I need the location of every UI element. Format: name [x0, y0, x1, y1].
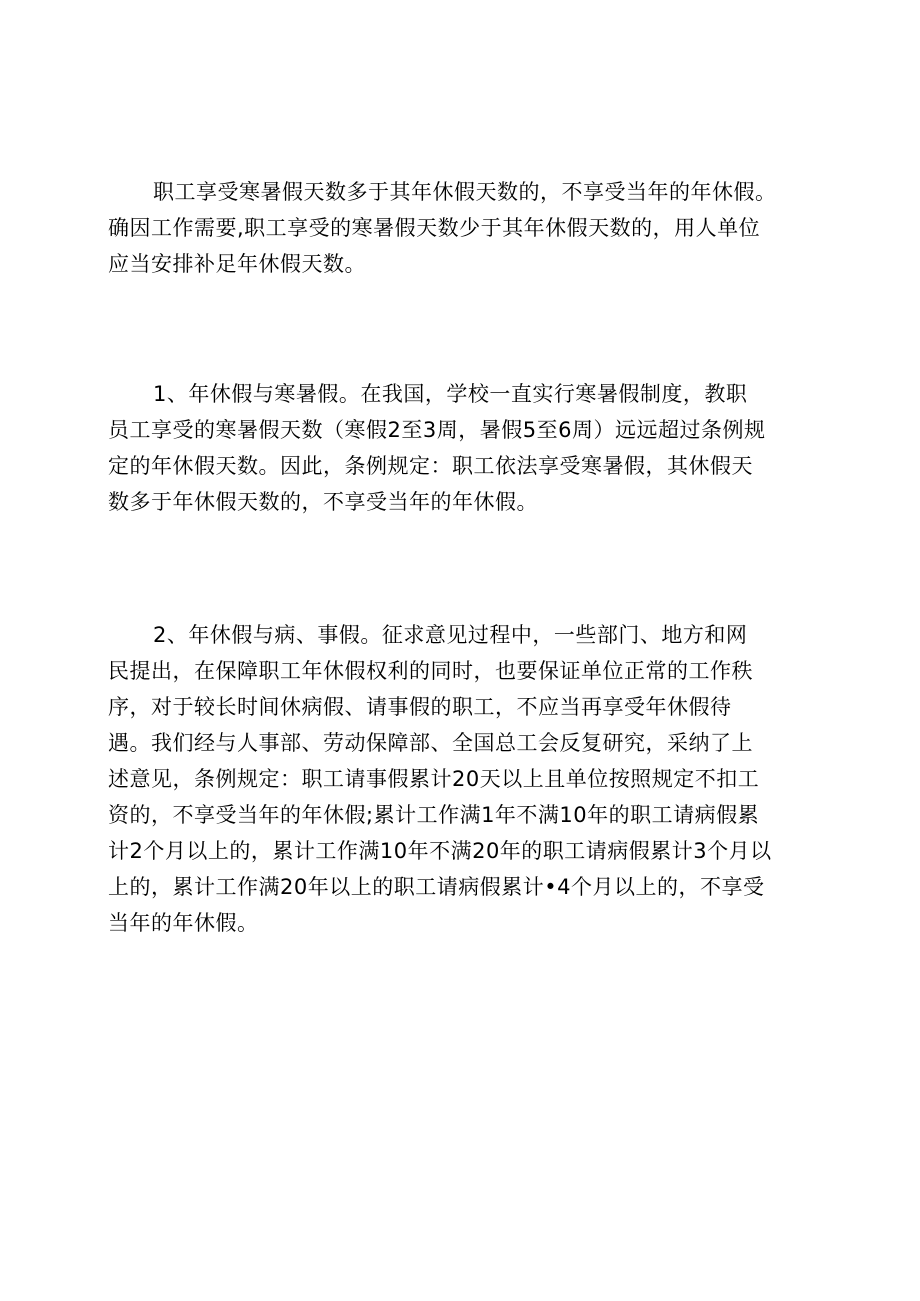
paragraph-line: 数多于年休假天数的，不享受当年的年休假。	[108, 490, 538, 514]
paragraph-line: 遇。我们经与人事部、劳动保障部、全国总工会反复研究，采纳了上	[108, 731, 753, 755]
paragraph-section-2	[108, 617, 820, 941]
paragraph-line: 当年的年休假。	[108, 911, 259, 935]
paragraph-line: 职工享受寒暑假天数多于其年休假天数的，不享受当年的年休假。	[153, 180, 777, 204]
paragraph-line: 述意见，条例规定：职工请事假累计20天以上且单位按照规定不扣工	[108, 767, 760, 791]
paragraph-line: 序，对于较长时间休病假、请事假的职工，不应当再享受年休假待	[108, 695, 732, 719]
paragraph-line: 资的，不享受当年的年休假;累计工作满1年不满10年的职工请病假累	[108, 803, 760, 827]
paragraph-line: 2、年休假与病、事假。征求意见过程中，一些部门、地方和网	[153, 623, 748, 647]
paragraph-line: 定的年休假天数。因此，条例规定：职工依法享受寒暑假，其休假天	[108, 454, 753, 478]
paragraph-line: 员工享受的寒暑假天数（寒假2至3周，暑假5至6周）远远超过条例规	[108, 418, 766, 442]
paragraph-line: 民提出，在保障职工年休假权利的同时，也要保证单位正常的工作秩	[108, 659, 753, 683]
paragraph-line: 确因工作需要,职工享受的寒暑假天数少于其年休假天数的，用人单位	[108, 216, 761, 240]
paragraph-winter-summer-vacation-rule	[108, 174, 820, 282]
paragraph-section-1	[108, 376, 820, 520]
paragraph-line: 应当安排补足年休假天数。	[108, 252, 366, 276]
paragraph-line: 计2个月以上的，累计工作满10年不满20年的职工请病假累计3个月以	[108, 839, 772, 863]
paragraph-line: 上的，累计工作满20年以上的职工请病假累计•4个月以上的，不享受	[108, 875, 765, 899]
paragraph-line: 1、年休假与寒暑假。在我国，学校一直实行寒暑假制度，教职	[153, 382, 748, 406]
